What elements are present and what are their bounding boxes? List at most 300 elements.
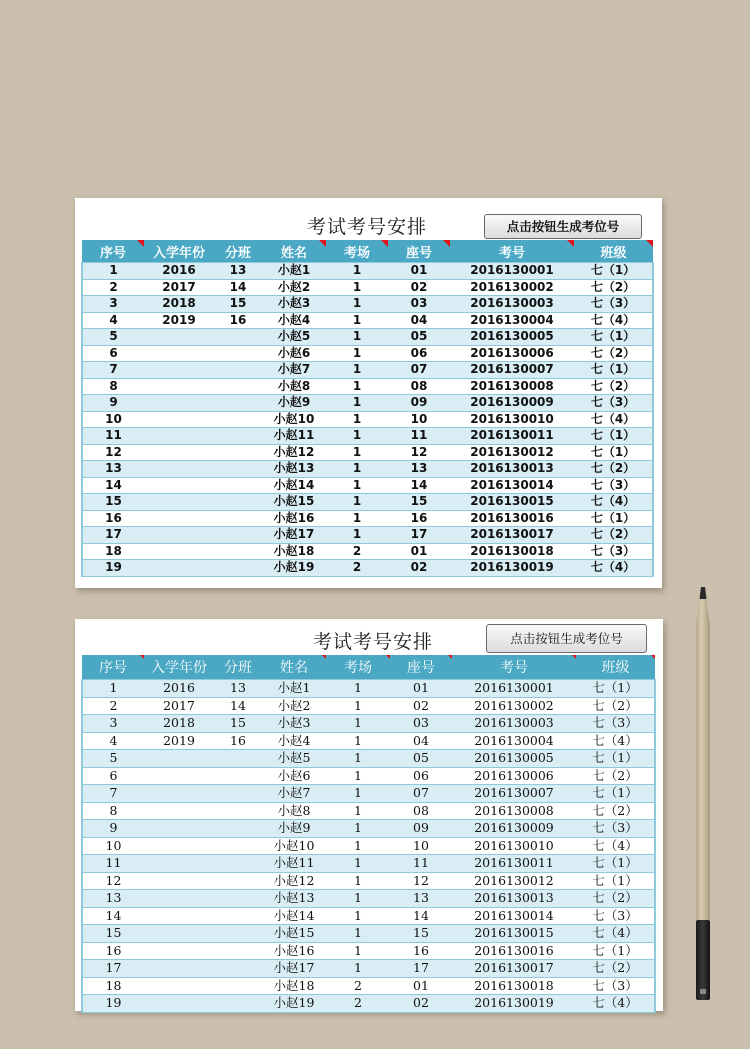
table-cell[interactable]: 2016130003 [450,296,574,313]
table-cell[interactable]: 01 [388,263,450,280]
table-cell[interactable]: 七（2） [576,890,655,908]
column-header[interactable] [214,655,262,680]
table-cell[interactable]: 1 [326,411,388,428]
table-cell[interactable] [214,362,262,379]
table-cell[interactable]: 小赵14 [262,477,326,494]
table-cell[interactable]: 1 [326,461,388,478]
table-cell[interactable] [144,907,214,925]
table-cell[interactable]: 14 [214,279,262,296]
table-cell[interactable] [144,378,214,395]
table-cell[interactable] [214,543,262,560]
table-cell[interactable]: 七（4） [576,925,655,943]
table-cell[interactable] [144,527,214,544]
table-cell[interactable]: 2018 [144,715,214,733]
table-cell[interactable] [214,527,262,544]
table-cell[interactable]: 小赵4 [262,732,326,750]
table-cell[interactable]: 1 [326,872,390,890]
table-cell[interactable]: 七（4） [576,732,655,750]
table-cell[interactable]: 05 [390,750,452,768]
table-cell[interactable]: 小赵18 [262,977,326,995]
table-cell[interactable]: 19 [82,560,144,577]
table-cell[interactable]: 七（3） [576,820,655,838]
table-cell[interactable]: 01 [390,680,452,698]
table-cell[interactable]: 16 [388,510,450,527]
table-cell[interactable]: 2016130004 [450,312,574,329]
table-cell[interactable]: 11 [390,855,452,873]
table-cell[interactable]: 七（1） [576,855,655,873]
table-cell[interactable]: 小赵13 [262,461,326,478]
table-cell[interactable]: 16 [214,732,262,750]
table-cell[interactable] [214,977,262,995]
table-cell[interactable]: 小赵11 [262,855,326,873]
table-cell[interactable]: 13 [214,680,262,698]
table-cell[interactable]: 11 [82,428,144,445]
table-cell[interactable]: 12 [82,444,144,461]
table-cell[interactable] [214,461,262,478]
table-cell[interactable] [144,395,214,412]
table-cell[interactable] [144,329,214,346]
table-cell[interactable]: 09 [388,395,450,412]
table-cell[interactable] [144,995,214,1013]
table-cell[interactable]: 小赵5 [262,329,326,346]
table-cell[interactable]: 2016130007 [452,785,576,803]
table-cell[interactable] [214,750,262,768]
table-cell[interactable]: 10 [82,411,144,428]
table-cell[interactable]: 小赵5 [262,750,326,768]
table-cell[interactable]: 8 [82,802,144,820]
column-header[interactable] [388,240,450,263]
table-cell[interactable]: 2016130016 [450,510,574,527]
table-cell[interactable]: 七（4） [576,995,655,1013]
column-header[interactable] [214,240,262,263]
table-cell[interactable]: 17 [82,960,144,978]
column-header[interactable] [262,655,326,680]
table-cell[interactable]: 七（2） [574,378,653,395]
table-cell[interactable] [214,345,262,362]
table-cell[interactable]: 15 [82,494,144,511]
table-cell[interactable]: 七（3） [576,907,655,925]
table-cell[interactable]: 11 [388,428,450,445]
table-cell[interactable]: 14 [388,477,450,494]
table-cell[interactable]: 2016130017 [452,960,576,978]
table-cell[interactable]: 2016130003 [452,715,576,733]
table-cell[interactable]: 15 [214,296,262,313]
table-cell[interactable] [214,444,262,461]
table-cell[interactable] [144,942,214,960]
table-cell[interactable]: 小赵16 [262,942,326,960]
table-cell[interactable] [144,960,214,978]
column-header[interactable] [82,655,144,680]
table-cell[interactable]: 15 [214,715,262,733]
table-cell[interactable]: 2016130001 [452,680,576,698]
table-cell[interactable]: 07 [390,785,452,803]
table-cell[interactable]: 小赵9 [262,395,326,412]
column-header[interactable] [262,240,326,263]
table-cell[interactable]: 1 [326,428,388,445]
table-cell[interactable] [144,785,214,803]
table-cell[interactable]: 七（4） [574,411,653,428]
table-cell[interactable]: 8 [82,378,144,395]
table-cell[interactable]: 小赵17 [262,527,326,544]
column-header[interactable] [574,240,653,263]
table-cell[interactable] [144,802,214,820]
table-cell[interactable]: 小赵1 [262,263,326,280]
table-cell[interactable]: 小赵10 [262,837,326,855]
table-cell[interactable]: 小赵19 [262,995,326,1013]
table-cell[interactable]: 1 [326,750,390,768]
table-cell[interactable]: 18 [82,543,144,560]
table-cell[interactable]: 七（3） [574,477,653,494]
table-cell[interactable]: 1 [326,785,390,803]
table-cell[interactable]: 七（2） [574,527,653,544]
table-cell[interactable]: 七（3） [576,715,655,733]
table-cell[interactable]: 1 [326,312,388,329]
table-cell[interactable]: 1 [326,510,388,527]
table-cell[interactable]: 2016130007 [450,362,574,379]
table-cell[interactable]: 08 [390,802,452,820]
table-cell[interactable]: 小赵7 [262,362,326,379]
table-cell[interactable] [214,925,262,943]
table-cell[interactable] [144,890,214,908]
column-header[interactable] [326,655,390,680]
column-header[interactable] [452,655,576,680]
table-cell[interactable]: 小赵6 [262,767,326,785]
table-cell[interactable]: 4 [82,732,144,750]
table-cell[interactable]: 2016130008 [450,378,574,395]
table-cell[interactable] [214,560,262,577]
table-cell[interactable]: 小赵2 [262,697,326,715]
table-cell[interactable]: 17 [390,960,452,978]
table-cell[interactable]: 2016130013 [450,461,574,478]
table-cell[interactable]: 2018 [144,296,214,313]
table-cell[interactable]: 七（3） [576,977,655,995]
table-cell[interactable]: 小赵2 [262,279,326,296]
table-cell[interactable] [214,837,262,855]
table-cell[interactable] [214,890,262,908]
table-cell[interactable]: 七（1） [576,680,655,698]
table-cell[interactable]: 2016130014 [452,907,576,925]
table-cell[interactable] [144,560,214,577]
table-cell[interactable]: 9 [82,395,144,412]
table-cell[interactable] [144,461,214,478]
table-cell[interactable]: 小赵7 [262,785,326,803]
table-cell[interactable]: 1 [326,855,390,873]
table-cell[interactable]: 2 [326,977,390,995]
table-cell[interactable]: 2019 [144,312,214,329]
table-cell[interactable]: 14 [214,697,262,715]
table-cell[interactable] [214,995,262,1013]
table-cell[interactable]: 6 [82,345,144,362]
table-cell[interactable]: 2016 [144,680,214,698]
table-cell[interactable]: 12 [82,872,144,890]
table-cell[interactable]: 2017 [144,279,214,296]
table-cell[interactable]: 1 [326,444,388,461]
table-cell[interactable]: 16 [214,312,262,329]
table-cell[interactable]: 1 [326,477,388,494]
table-cell[interactable]: 14 [82,477,144,494]
table-cell[interactable]: 七（2） [576,767,655,785]
table-cell[interactable] [214,820,262,838]
table-cell[interactable]: 2016130005 [452,750,576,768]
table-cell[interactable]: 06 [390,767,452,785]
column-header[interactable] [390,655,452,680]
table-cell[interactable]: 七（2） [576,697,655,715]
comment-indicator-icon[interactable] [567,240,574,247]
column-header[interactable] [82,240,144,263]
table-cell[interactable]: 七（2） [574,279,653,296]
table-cell[interactable]: 七（1） [576,785,655,803]
table-cell[interactable]: 小赵19 [262,560,326,577]
table-cell[interactable]: 14 [82,907,144,925]
table-cell[interactable]: 七（2） [576,802,655,820]
table-cell[interactable]: 小赵9 [262,820,326,838]
table-cell[interactable]: 七（1） [574,263,653,280]
table-cell[interactable]: 01 [388,543,450,560]
table-cell[interactable]: 02 [390,697,452,715]
table-cell[interactable] [144,477,214,494]
table-cell[interactable]: 七（4） [574,560,653,577]
table-cell[interactable]: 09 [390,820,452,838]
table-cell[interactable]: 1 [326,837,390,855]
table-cell[interactable]: 小赵18 [262,543,326,560]
table-cell[interactable] [214,428,262,445]
table-cell[interactable] [144,444,214,461]
table-cell[interactable]: 2016130016 [452,942,576,960]
table-cell[interactable]: 七（3） [574,543,653,560]
table-cell[interactable]: 2 [82,697,144,715]
table-cell[interactable] [214,378,262,395]
table-cell[interactable]: 1 [326,378,388,395]
comment-indicator-icon[interactable] [646,240,653,247]
table-cell[interactable]: 七（1） [574,362,653,379]
table-cell[interactable]: 10 [82,837,144,855]
table-cell[interactable] [144,510,214,527]
table-cell[interactable]: 七（2） [574,461,653,478]
table-cell[interactable]: 1 [326,296,388,313]
table-cell[interactable] [214,872,262,890]
table-cell[interactable]: 1 [326,279,388,296]
column-header[interactable] [144,240,214,263]
table-cell[interactable]: 2016130015 [452,925,576,943]
table-cell[interactable]: 七（4） [576,837,655,855]
table-cell[interactable]: 7 [82,362,144,379]
table-cell[interactable] [214,855,262,873]
comment-indicator-icon[interactable] [319,240,326,247]
table-cell[interactable]: 03 [388,296,450,313]
table-cell[interactable]: 小赵12 [262,444,326,461]
table-cell[interactable] [214,767,262,785]
table-cell[interactable]: 12 [388,444,450,461]
table-cell[interactable]: 小赵16 [262,510,326,527]
table-cell[interactable]: 七（1） [574,329,653,346]
table-cell[interactable]: 2016130009 [450,395,574,412]
table-cell[interactable]: 15 [388,494,450,511]
table-cell[interactable]: 13 [82,890,144,908]
table-cell[interactable]: 小赵10 [262,411,326,428]
table-cell[interactable]: 18 [82,977,144,995]
table-cell[interactable]: 13 [390,890,452,908]
table-cell[interactable]: 1 [326,767,390,785]
table-cell[interactable]: 小赵4 [262,312,326,329]
table-cell[interactable]: 小赵15 [262,494,326,511]
table-cell[interactable]: 小赵12 [262,872,326,890]
table-cell[interactable]: 1 [326,395,388,412]
table-cell[interactable]: 1 [326,527,388,544]
table-cell[interactable]: 5 [82,750,144,768]
table-cell[interactable]: 七（1） [576,750,655,768]
table-cell[interactable]: 15 [390,925,452,943]
table-cell[interactable]: 19 [82,995,144,1013]
table-cell[interactable] [214,510,262,527]
table-cell[interactable]: 1 [326,820,390,838]
table-cell[interactable]: 2016130010 [452,837,576,855]
table-cell[interactable]: 9 [82,820,144,838]
table-cell[interactable]: 17 [82,527,144,544]
table-cell[interactable]: 16 [82,510,144,527]
table-cell[interactable]: 02 [388,279,450,296]
table-cell[interactable]: 2016130002 [452,697,576,715]
table-cell[interactable]: 04 [388,312,450,329]
table-cell[interactable]: 2 [326,560,388,577]
table-cell[interactable]: 1 [326,494,388,511]
table-cell[interactable]: 小赵8 [262,802,326,820]
table-cell[interactable] [214,395,262,412]
table-cell[interactable]: 2 [82,279,144,296]
table-cell[interactable]: 2016130015 [450,494,574,511]
table-cell[interactable]: 14 [390,907,452,925]
table-cell[interactable] [144,925,214,943]
table-cell[interactable] [214,960,262,978]
table-cell[interactable]: 1 [326,907,390,925]
table-cell[interactable] [144,362,214,379]
table-cell[interactable]: 2016130001 [450,263,574,280]
table-cell[interactable]: 2016130011 [452,855,576,873]
table-cell[interactable]: 1 [326,263,388,280]
table-cell[interactable]: 小赵13 [262,890,326,908]
column-header[interactable] [144,655,214,680]
table-cell[interactable]: 2016130018 [450,543,574,560]
table-cell[interactable]: 小赵17 [262,960,326,978]
table-cell[interactable]: 2016130002 [450,279,574,296]
table-cell[interactable]: 七（1） [574,428,653,445]
table-cell[interactable]: 15 [82,925,144,943]
table-cell[interactable]: 16 [390,942,452,960]
comment-indicator-icon[interactable] [137,240,144,247]
table-cell[interactable]: 七（3） [574,296,653,313]
table-cell[interactable]: 2016130018 [452,977,576,995]
table-cell[interactable] [144,872,214,890]
table-cell[interactable]: 1 [326,697,390,715]
column-header[interactable] [576,655,655,680]
table-cell[interactable]: 2016130004 [452,732,576,750]
table-cell[interactable] [214,785,262,803]
table-cell[interactable]: 07 [388,362,450,379]
table-cell[interactable]: 小赵15 [262,925,326,943]
table-cell[interactable]: 1 [82,680,144,698]
table-cell[interactable]: 7 [82,785,144,803]
table-cell[interactable] [144,428,214,445]
table-cell[interactable]: 小赵3 [262,296,326,313]
table-cell[interactable]: 02 [388,560,450,577]
table-cell[interactable]: 1 [326,942,390,960]
table-cell[interactable]: 1 [326,890,390,908]
table-cell[interactable]: 1 [326,732,390,750]
table-cell[interactable]: 13 [214,263,262,280]
table-cell[interactable]: 1 [326,960,390,978]
table-cell[interactable]: 七（2） [576,960,655,978]
table-cell[interactable]: 06 [388,345,450,362]
table-cell[interactable] [214,329,262,346]
comment-indicator-icon[interactable] [651,655,655,659]
table-cell[interactable]: 七（1） [576,872,655,890]
table-cell[interactable]: 2016130005 [450,329,574,346]
table-cell[interactable]: 1 [326,680,390,698]
table-cell[interactable] [214,477,262,494]
table-cell[interactable] [144,837,214,855]
table-cell[interactable]: 2016 [144,263,214,280]
table-cell[interactable]: 1 [326,362,388,379]
table-cell[interactable]: 12 [390,872,452,890]
table-cell[interactable]: 2016130009 [452,820,576,838]
table-cell[interactable]: 小赵8 [262,378,326,395]
table-cell[interactable]: 1 [326,715,390,733]
table-cell[interactable]: 2017 [144,697,214,715]
table-cell[interactable]: 05 [388,329,450,346]
comment-indicator-icon[interactable] [443,240,450,247]
table-cell[interactable] [214,802,262,820]
table-cell[interactable] [144,750,214,768]
table-cell[interactable]: 04 [390,732,452,750]
table-cell[interactable]: 2 [326,543,388,560]
table-cell[interactable] [144,820,214,838]
table-cell[interactable] [144,411,214,428]
table-cell[interactable]: 1 [326,802,390,820]
table-cell[interactable]: 08 [388,378,450,395]
table-cell[interactable] [214,494,262,511]
table-cell[interactable]: 2016130014 [450,477,574,494]
table-cell[interactable]: 3 [82,296,144,313]
table-cell[interactable] [144,977,214,995]
table-cell[interactable]: 小赵11 [262,428,326,445]
table-cell[interactable]: 2 [326,995,390,1013]
table-cell[interactable]: 2016130012 [450,444,574,461]
table-cell[interactable]: 七（1） [574,444,653,461]
table-cell[interactable]: 1 [326,345,388,362]
table-cell[interactable]: 2016130011 [450,428,574,445]
table-cell[interactable]: 3 [82,715,144,733]
comment-indicator-icon[interactable] [381,240,388,247]
table-cell[interactable]: 2019 [144,732,214,750]
table-cell[interactable] [214,942,262,960]
table-cell[interactable]: 小赵1 [262,680,326,698]
table-cell[interactable]: 6 [82,767,144,785]
table-cell[interactable]: 1 [326,925,390,943]
table-cell[interactable] [144,543,214,560]
table-cell[interactable] [144,855,214,873]
table-cell[interactable] [144,494,214,511]
table-cell[interactable]: 1 [82,263,144,280]
table-cell[interactable]: 2016130006 [450,345,574,362]
table-cell[interactable]: 13 [388,461,450,478]
table-cell[interactable]: 小赵3 [262,715,326,733]
table-cell[interactable]: 七（2） [574,345,653,362]
table-cell[interactable]: 2016130010 [450,411,574,428]
table-cell[interactable]: 10 [390,837,452,855]
table-cell[interactable]: 2016130019 [452,995,576,1013]
table-cell[interactable]: 01 [390,977,452,995]
table-cell[interactable]: 小赵14 [262,907,326,925]
table-cell[interactable]: 5 [82,329,144,346]
